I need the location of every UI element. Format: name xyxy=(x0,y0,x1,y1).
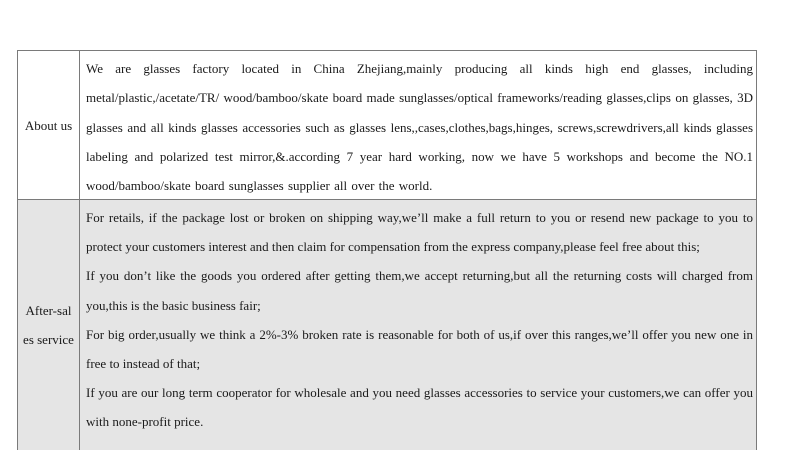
about-us-row xyxy=(18,51,756,200)
after-sales-paragraph-wholesale: If you are our long term cooperator for wholesale and you need glasses accessories to service your customers,we can offer you with none-profit price. xyxy=(86,385,753,430)
after-sales-paragraph-returns: If you don’t like the goods you ordered after getting them,we accept returning,but all the returning costs will charged from you,this is the basic business fair; xyxy=(86,268,753,313)
after-sales-label xyxy=(18,200,80,450)
after-sales-label-line-1: After-sal xyxy=(25,303,72,318)
after-sales-paragraph-big-order: For big order,usually we think a 2%-3% broken rate is reasonable for both of us,if over this ranges,we’ll offer you new one in free to instead of that; xyxy=(86,326,753,372)
about-us-paragraph: We are glasses factory located in China Zhejiang,mainly producing all kinds high end glasses, including metal/plastic,/acetate/TR/ wood/bamboo/skate board made sunglasses/optical frameworks/reading glasses,clips on glasses, 3D glasses and all kinds glasses accessories such as glasses lens,,cases,clothes,bags,hinges, screws,screwdrivers,all kinds glasses labeling and polarized test mirror,&.according 7 year hard working, now we have 5 workshops and become the NO.1 wood/bamboo/skate board sunglasses supplier all over the world. xyxy=(86,61,753,194)
about-us-label xyxy=(18,51,80,199)
after-sales-row xyxy=(18,200,756,450)
info-table xyxy=(17,50,757,450)
about-us-content xyxy=(80,51,756,199)
after-sales-paragraph-retail: For retails, if the package lost or broken on shipping way,we’ll make a full return to you or resend new package to you to protect your customers interest and then claim for compensation from the express company,please feel free about this; xyxy=(86,210,753,255)
about-us-label-text: About us xyxy=(24,117,73,133)
after-sales-content xyxy=(80,200,756,450)
after-sales-label-line-2: es service xyxy=(23,332,74,347)
